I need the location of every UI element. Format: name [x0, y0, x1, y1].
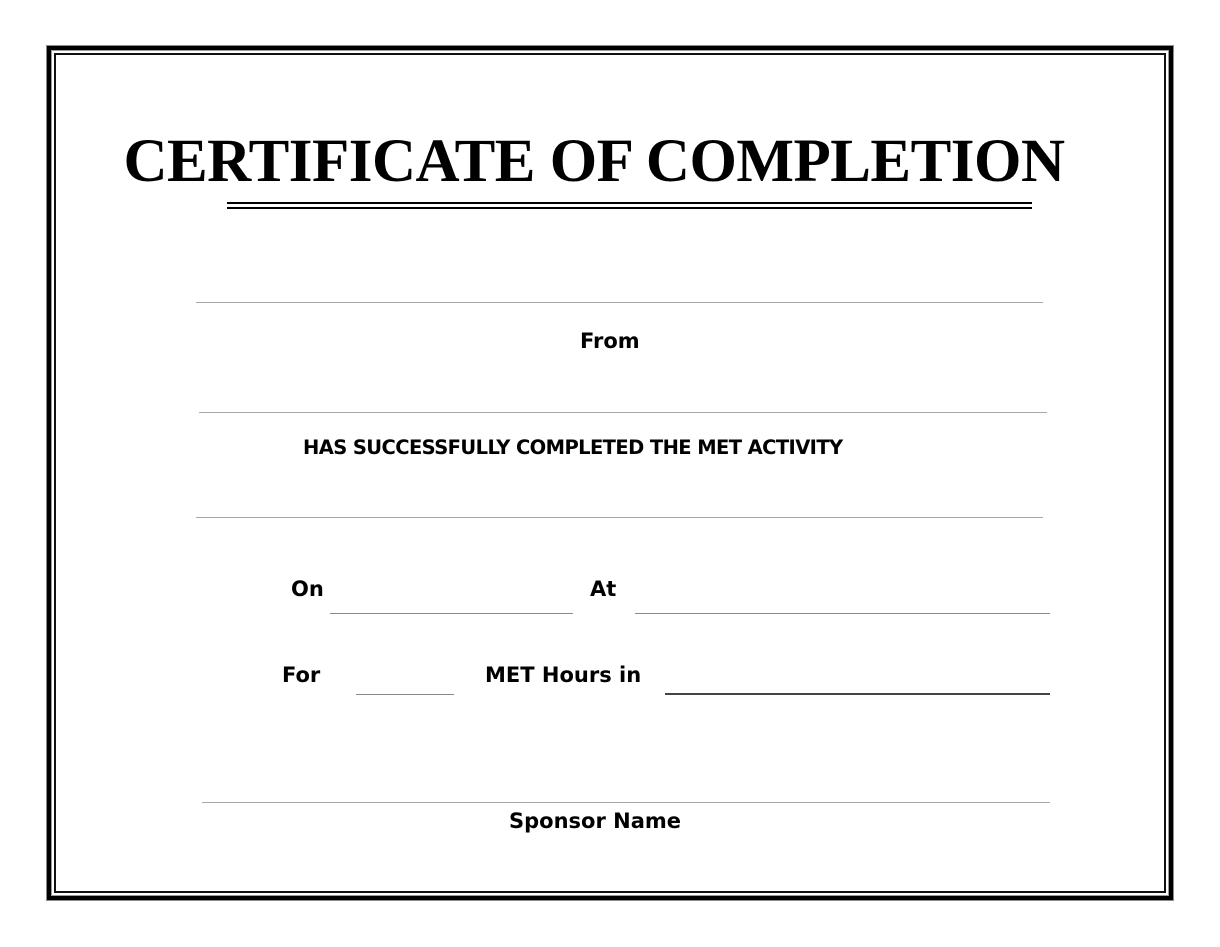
- title-underline-bottom: [227, 207, 1032, 209]
- on-label: On: [291, 577, 324, 601]
- certificate-title: CERTIFICATE OF COMPLETION: [123, 128, 1065, 195]
- at-location-line[interactable]: [635, 613, 1050, 614]
- for-label: For: [282, 663, 321, 687]
- from-line[interactable]: [199, 412, 1047, 413]
- at-label: At: [590, 577, 617, 601]
- sponsor-name-label: Sponsor Name: [509, 809, 681, 833]
- met-hours-subject-line[interactable]: [665, 693, 1050, 695]
- completion-statement: HAS SUCCESSFULLY COMPLETED THE MET ACTIVITY: [303, 436, 843, 459]
- from-label: From: [580, 329, 640, 353]
- met-hours-label: MET Hours in: [485, 663, 642, 687]
- on-date-line[interactable]: [330, 613, 573, 614]
- for-hours-line[interactable]: [356, 694, 454, 695]
- recipient-name-line[interactable]: [196, 302, 1043, 303]
- title-underline-top: [227, 202, 1032, 204]
- sponsor-signature-line[interactable]: [202, 802, 1050, 803]
- activity-line[interactable]: [196, 517, 1043, 518]
